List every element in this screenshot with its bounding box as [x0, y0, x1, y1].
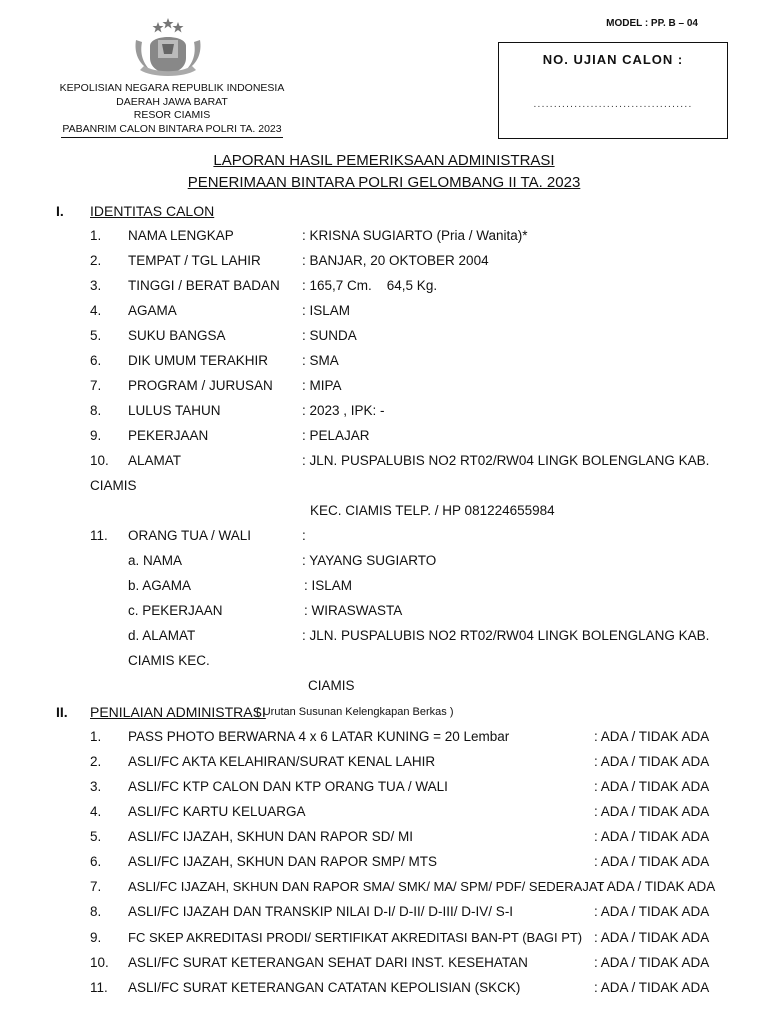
field-label: LULUS TAHUN	[128, 403, 221, 418]
org-line: DAERAH JAWA BARAT	[116, 95, 228, 108]
item-number: 8.	[90, 904, 102, 919]
document-item: ASLI/FC KTP CALON DAN KTP ORANG TUA / WALI	[128, 779, 448, 794]
section-heading: PENILAIAN ADMINISTRASI	[90, 704, 266, 720]
section-number: I.	[56, 203, 64, 219]
item-number: 9.	[90, 428, 102, 443]
item-number: 2.	[90, 754, 102, 769]
availability-status: : ADA / TIDAK ADA	[594, 930, 710, 945]
document-subtitle: PENERIMAAN BINTARA POLRI GELOMBANG II TA. 2023	[187, 174, 581, 191]
parent-field-value: : WIRASWASTA	[304, 603, 403, 618]
document-item: ASLI/FC IJAZAH, SKHUN DAN RAPOR SMA/ SMK/ MA/ SPM/ PDF/ SEDERAJAT	[128, 879, 605, 894]
item-number: 7.	[90, 879, 102, 894]
field-label: NAMA LENGKAP	[128, 228, 234, 243]
form-model-code: MODEL : PP. B – 04	[606, 18, 698, 29]
availability-status: : ADA / TIDAK ADA	[594, 904, 710, 919]
item-number: 6.	[90, 854, 102, 869]
document-item: ASLI/FC SURAT KETERANGAN CATATAN KEPOLISIAN (SKCK)	[128, 980, 521, 995]
item-number: 5.	[90, 328, 102, 343]
field-value: :	[302, 528, 306, 543]
item-number: 11.	[90, 528, 108, 543]
item-number: 10.	[90, 955, 109, 970]
document-item: FC SKEP AKREDITASI PRODI/ SERTIFIKAT AKREDITASI BAN-PT (BAGI PT)	[128, 930, 583, 945]
availability-status: : ADA / TIDAK ADA	[594, 854, 710, 869]
field-value: : PELAJAR	[302, 428, 370, 443]
field-label: AGAMA	[128, 303, 177, 318]
parent-address-wrap: CIAMIS KEC.	[128, 653, 210, 668]
section-number: II.	[56, 704, 68, 720]
organization-header	[58, 82, 286, 138]
field-label: PEKERJAAN	[128, 428, 209, 443]
availability-status: : ADA / TIDAK ADA	[594, 804, 710, 819]
document-item: ASLI/FC IJAZAH, SKHUN DAN RAPOR SMP/ MTS	[128, 854, 438, 869]
item-number: 4.	[90, 804, 102, 819]
field-label: SUKU BANGSA	[128, 328, 226, 343]
item-number: 6.	[90, 353, 102, 368]
item-number: 7.	[90, 378, 102, 393]
item-number: 2.	[90, 253, 102, 268]
parent-field-label: c. PEKERJAAN	[128, 603, 223, 618]
field-value: : MIPA	[302, 378, 342, 393]
field-label: TEMPAT / TGL LAHIR	[128, 253, 261, 268]
parent-field-value: : ISLAM	[304, 578, 353, 593]
availability-status: : ADA / TIDAK ADA	[594, 729, 710, 744]
parent-field-value: : JLN. PUSPALUBIS NO2 RT02/RW04 LINGK BOLENGLANG KAB.	[302, 628, 710, 643]
availability-status: : ADA / TIDAK ADA	[594, 980, 710, 995]
police-emblem-icon	[128, 16, 208, 78]
item-number: 8.	[90, 403, 102, 418]
availability-status: : ADA / TIDAK ADA	[594, 754, 710, 769]
field-value: : ISLAM	[302, 303, 351, 318]
document-item: ASLI/FC IJAZAH, SKHUN DAN RAPOR SD/ MI	[128, 829, 414, 844]
availability-status: : ADA / TIDAK ADA	[594, 955, 710, 970]
field-value: : SMA	[302, 353, 339, 368]
item-number: 9.	[90, 930, 102, 945]
org-line: RESOR CIAMIS	[133, 109, 211, 121]
document-item: ASLI/FC AKTA KELAHIRAN/SURAT KENAL LAHIR	[128, 754, 436, 769]
field-value: : BANJAR, 20 OKTOBER 2004	[302, 253, 489, 268]
item-number: 5.	[90, 829, 102, 844]
exam-number-box	[498, 42, 728, 139]
field-value: : JLN. PUSPALUBIS NO2 RT02/RW04 LINGK BOLENGLANG KAB.	[302, 453, 710, 468]
document-item: ASLI/FC KARTU KELUARGA	[128, 804, 306, 819]
parent-field-label: d. ALAMAT	[128, 628, 196, 643]
parent-field-value: : YAYANG SUGIARTO	[302, 553, 437, 568]
org-line: PABANRIM CALON BINTARA POLRI TA. 2023	[61, 123, 282, 139]
exam-number-label: NO. UJIAN CALON :	[542, 52, 684, 67]
item-number: 10.	[90, 453, 109, 468]
address-line2: KEC. CIAMIS TELP. / HP 081224655984	[310, 503, 555, 518]
item-number: 1.	[90, 228, 102, 243]
org-line: KEPOLISIAN NEGARA REPUBLIK INDONESIA	[59, 82, 285, 94]
item-number: 1.	[90, 729, 102, 744]
availability-status: : ADA / TIDAK ADA	[600, 879, 716, 894]
item-number: 4.	[90, 303, 102, 318]
field-label: ALAMAT	[128, 453, 182, 468]
availability-status: : ADA / TIDAK ADA	[594, 829, 710, 844]
parent-field-label: b. AGAMA	[128, 578, 192, 593]
field-value: : 165,7 Cm. 64,5 Kg.	[302, 278, 438, 293]
field-value: : SUNDA	[302, 328, 357, 343]
section-heading: IDENTITAS CALON	[90, 203, 215, 219]
address-wrap: CIAMIS	[90, 478, 137, 493]
field-value: : 2023 , IPK: -	[302, 403, 385, 418]
item-number: 3.	[90, 779, 102, 794]
availability-status: : ADA / TIDAK ADA	[594, 779, 710, 794]
field-value: : KRISNA SUGIARTO (Pria / Wanita)*	[302, 228, 528, 243]
document-item: ASLI/FC IJAZAH DAN TRANSKIP NILAI D-I/ D-II/ D-III/ D-IV/ S-I	[128, 904, 514, 919]
field-label: TINGGI / BERAT BADAN	[128, 278, 280, 293]
field-label: PROGRAM / JURUSAN	[128, 378, 273, 393]
exam-number-value: .......................................	[533, 99, 693, 110]
document-title: LAPORAN HASIL PEMERIKSAAN ADMINISTRASI	[213, 152, 555, 169]
document-item: PASS PHOTO BERWARNA 4 x 6 LATAR KUNING = 20 Lembar	[128, 729, 510, 744]
parent-address-line2: CIAMIS	[308, 678, 355, 693]
document-item: ASLI/FC SURAT KETERANGAN SEHAT DARI INST. KESEHATAN	[128, 955, 528, 970]
parent-field-label: a. NAMA	[128, 553, 183, 568]
item-number: 11.	[90, 980, 108, 995]
field-label: DIK UMUM TERAKHIR	[128, 353, 269, 368]
section-note: ( Urutan Susunan Kelengkapan Berkas )	[256, 706, 454, 718]
field-label: ORANG TUA / WALI	[128, 528, 252, 543]
item-number: 3.	[90, 278, 102, 293]
